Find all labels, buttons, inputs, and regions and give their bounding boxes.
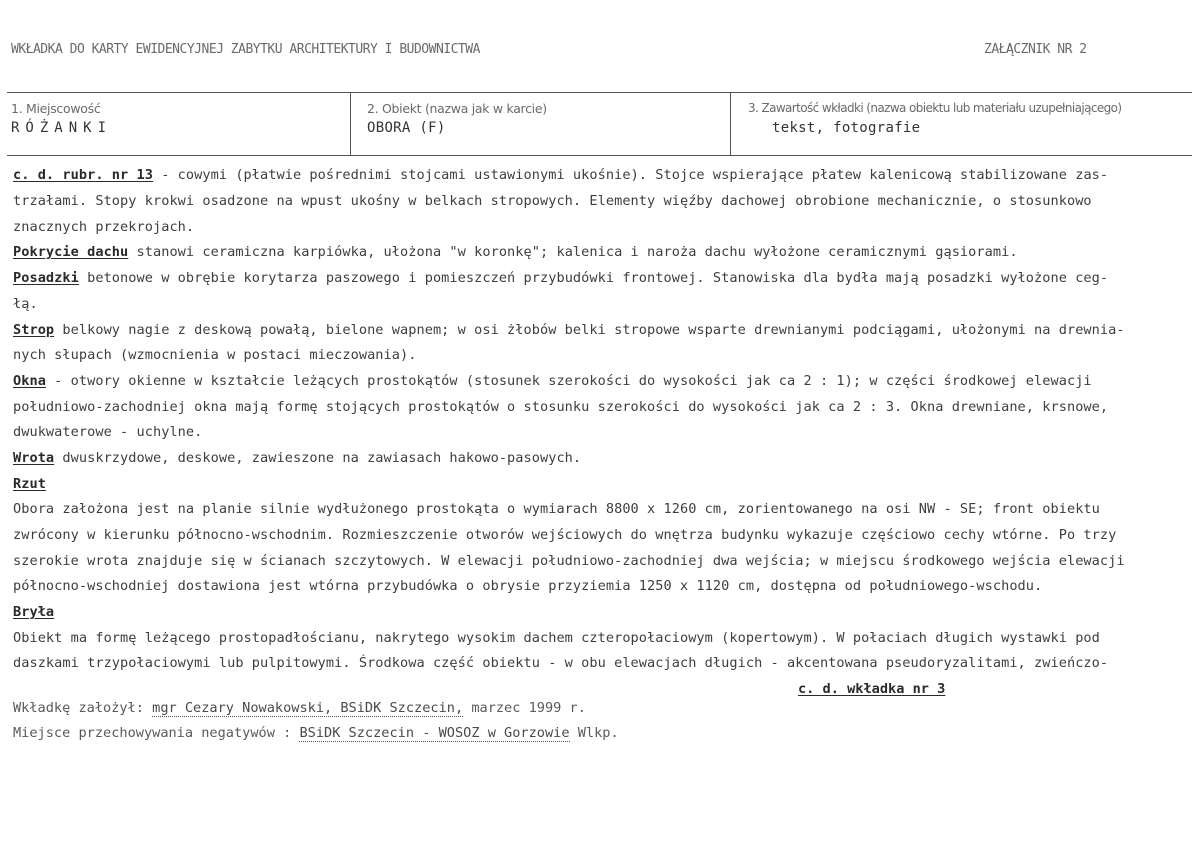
annex-number: ZAŁĄCZNIK NR 2 [984, 42, 1087, 57]
body-line: Obiekt ma formę leżącego prostopadłościanu, nakrytego wysokim dachem czteropołaciowym (kopertowym). W połaciach długich wystawki pod [13, 630, 1100, 646]
body-line: południowo-zachodniej okna mają formę stojących prostokątów o stosunku szerokości do wysokości jak ca 2 : 3. Okna drewniane, krsnowe, [13, 399, 1109, 415]
document-title: WKŁADKA DO KARTY EWIDENCYJNEJ ZABYTKU ARCHITEKTURY I BUDOWNICTWA [11, 42, 480, 57]
body-line [13, 372, 1173, 390]
author-label: Wkładkę założył: [13, 700, 153, 716]
body-line: znacznych przekrojach. [13, 219, 195, 235]
section-heading: Wrota [13, 450, 55, 466]
field-place-value: RÓŻANKI [11, 120, 113, 136]
body-text: belkowy nagie z deskową powałą, bielone wapnem; w osi żłobów belki stropowe wsparte drewnianymi podciągami, ułożonymi na drewnia- [54, 322, 1125, 338]
cell-divider-1 [350, 93, 351, 155]
body-line [13, 321, 1173, 339]
cell-divider-2 [730, 93, 731, 155]
body-text: dwuskrzydowe, deskowe, zawieszone na zawiasach hakowo-pasowych. [54, 450, 582, 466]
field-content-label: 3. Zawartość wkładki (nazwa obiektu lub materiału uzupełniającego) [748, 101, 1122, 115]
body-line [13, 269, 1173, 287]
body-line: szerokie wrota znajduje się w ścianach szczytowych. W elewacji południowo-zachodniej dwa wejścia; w miejscu środkowego wejścia elewacji [13, 553, 1125, 569]
continued-note: c. d. wkładka nr 3 [798, 681, 946, 697]
body-line [13, 603, 1173, 621]
form-bottom-rule [7, 155, 1192, 156]
body-line: daszkami trzypołaciowymi lub pulpitowymi. Środkowa część obiektu - w obu elewacjach długich - akcentowana pseudoryzalitami, zwieńczo- [13, 655, 1109, 671]
negatives-tail: Wlkp. [569, 725, 619, 741]
body-text: - cowymi (płatwie pośrednimi stojcami ustawionymi ukośnie). Stojce wspierające płatew kalenicową stabilizowane zas- [152, 167, 1109, 183]
body-line [13, 243, 1173, 261]
body-line: północno-wschodniej dostawiona jest wtórna przybudówka o obrysie przyziemia 1250 x 1120 cm, dostępna od południowego-wschodu. [13, 578, 1043, 594]
section-heading: Okna [13, 373, 46, 389]
section-heading: Rzut [13, 476, 46, 492]
section-heading: Strop [13, 322, 55, 338]
negatives-line [13, 725, 619, 741]
author-date: marzec 1999 r. [463, 700, 586, 716]
author-line [13, 700, 586, 716]
field-place-label: 1. Miejscowość [11, 101, 101, 116]
body-text: - otwory okienne w kształcie leżących prostokątów (stosunek szerokości do wysokości jak ca 2 : 1); w części środkowej elewacji [45, 373, 1092, 389]
negatives-value: BSiDK Szczecin - WOSOZ w Gorzowie [299, 725, 570, 741]
top-rule [7, 92, 1192, 93]
body-text: betonowe w obrębie korytarza paszowego i pomieszczeń przybudówki frontowej. Stanowiska dla bydła mają posadzki wyłożone ceg- [78, 270, 1109, 286]
body-line [13, 166, 1173, 184]
body-line: dwukwaterowe - uchylne. [13, 424, 203, 440]
body-line: łą. [13, 296, 38, 312]
body-line [13, 449, 1173, 467]
field-object-value: OBORA (F) [367, 120, 446, 136]
section-heading: Pokrycie dachu [13, 244, 129, 260]
field-content-value: tekst, fotografie [772, 120, 921, 136]
body-text: stanowi ceramiczna karpiówka, ułożona "w koronkę"; kalenica i naroża dachu wyłożone ceramicznymi gąsiorami. [128, 244, 1018, 260]
body-line: zwrócony w kierunku północno-wschodnim. Rozmieszczenie otworów wejściowych do wnętrza budynku wykazuje częściowo cechy wtórne. Po trzy [13, 527, 1117, 543]
body-line [13, 475, 1173, 493]
body-line: Obora założona jest na planie silnie wydłużonego prostokąta o wymiarach 8800 x 1260 cm, zorientowanego na osi NW - SE; front obiektu [13, 501, 1100, 517]
body-line: trzałami. Stopy krokwi osadzone na wpust ukośny w belkach stropowych. Elementy więźby dachowej obrobione mechanicznie, o stosunkowo [13, 193, 1092, 209]
section-heading: Bryła [13, 604, 55, 620]
section-heading: c. d. rubr. nr 13 [13, 167, 153, 183]
negatives-label: Miejsce przechowywania negatywów : [13, 725, 300, 741]
field-object-label: 2. Obiekt (nazwa jak w karcie) [367, 101, 547, 116]
section-heading: Posadzki [13, 270, 79, 286]
author-value: mgr Cezary Nowakowski, BSiDK Szczecin, [152, 700, 464, 716]
body-line: nych słupach (wzmocnienia w postaci mieczowania). [13, 347, 417, 363]
